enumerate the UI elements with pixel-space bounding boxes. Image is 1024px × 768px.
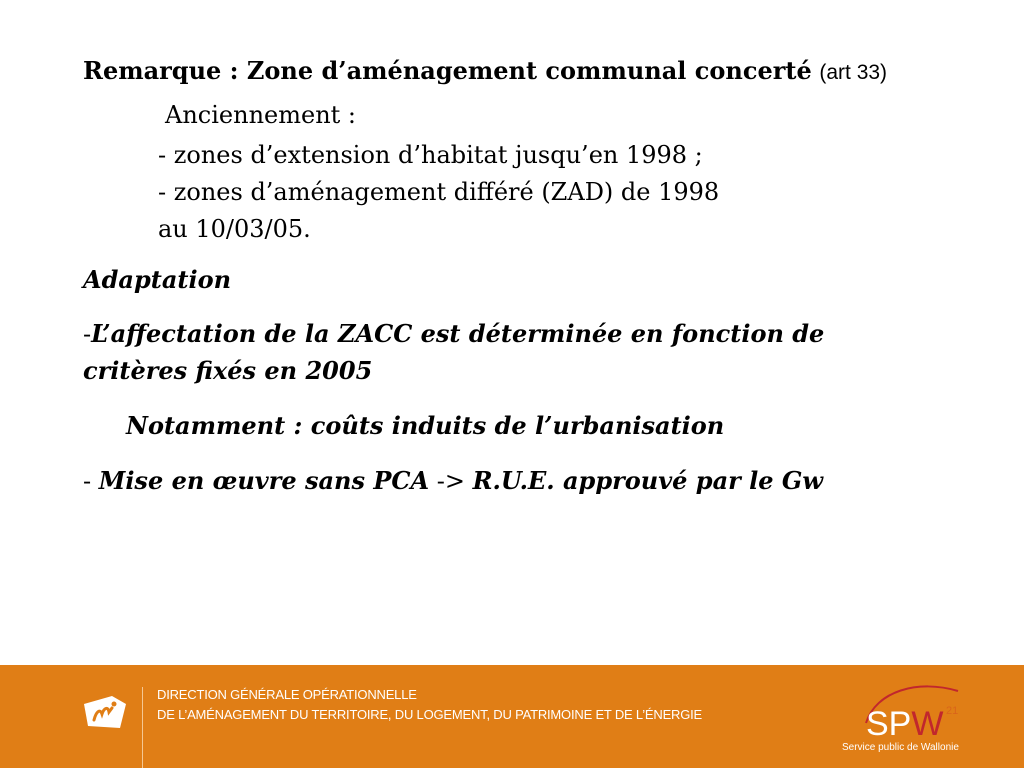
anciennement-item-2: - zones d’aménagement différé (ZAD) de 1998 [158,178,720,206]
notamment-line: Notamment : coûts induits de l’urbanisation [126,411,725,440]
wallonia-rooster-icon [82,690,128,730]
spw-tagline: Service public de Wallonie [842,742,959,753]
adaptation-point-1-text: L’affectation de la ZACC est déterminée en fonction de [91,319,825,348]
footer-band [0,665,1024,768]
adaptation-heading: Adaptation [83,265,232,294]
footer-direction-line-2: DE L’AMÉNAGEMENT DU TERRITOIRE, DU LOGEMENT, DU PATRIMOINE ET DE L’ÉNERGIE [157,707,703,722]
spw-logo-text: SPW [866,705,944,739]
footer-divider [142,687,143,768]
footer-direction-line-1: DIRECTION GÉNÉRALE OPÉRATIONNELLE [157,687,417,702]
bullet-dash: - [83,320,92,348]
adaptation-point-2-text: Mise en œuvre sans PCA [98,466,430,495]
anciennement-item-1: - zones d’extension d’habitat jusqu’en 1998 ; [158,141,703,169]
anciennement-item-2-continued: au 10/03/05. [158,215,311,243]
slide-title-article: (art 33) [819,61,888,84]
page-number: 21 [946,705,959,717]
slide-title [83,55,887,89]
adaptation-point-1 [83,318,824,350]
slide-title-main: Remarque : Zone d’aménagement communal concerté [83,56,812,85]
adaptation-point-1-continued: critères fixés en 2005 [83,356,373,385]
bullet-dash: - [83,467,99,495]
arrow-separator: -> [429,467,473,495]
adaptation-point-2 [83,465,823,497]
anciennement-heading: Anciennement : [165,101,357,129]
spw-logo [858,677,978,739]
adaptation-point-2-result: R.U.E. approuvé par le Gw [472,466,824,495]
